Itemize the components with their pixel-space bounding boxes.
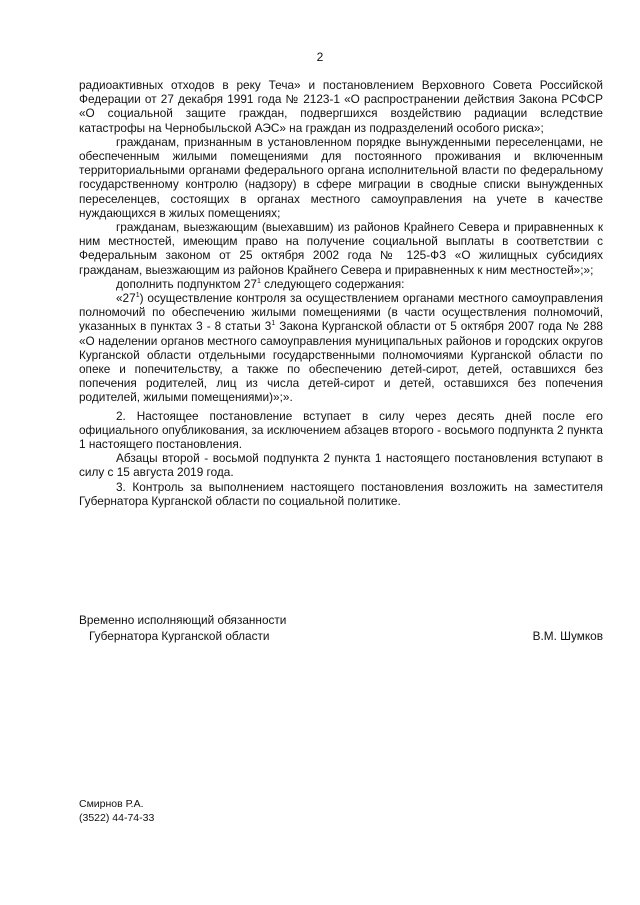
supplement-intro-text: следующего содержания:: [260, 276, 405, 291]
paragraph: гражданам, признанным в установленном порядке вынужденными переселенцами, не обеспеченным жилыми помещениями для постоянного проживания и включенным территориальными органами федерального органа исполнительной власти по федеральному государственному контролю (надзору) в сфере миграции в сводные списки вынужденных переселенцев, состоящих в органах местного самоуправления на учете в качестве нуждающихся в жилых помещениях;: [79, 134, 603, 220]
signatory-title: Временно исполняющий обязанности: [79, 613, 287, 627]
signatory-name: В.М. Шумков: [532, 629, 603, 643]
superscript: 1: [135, 292, 140, 300]
contact-block: [79, 798, 154, 825]
supplement-intro: [79, 277, 603, 291]
subpoint-paragraph: [79, 291, 603, 405]
document-body: [79, 78, 603, 508]
clause-paragraph: 2. Настоящее постановление вступает в силу через десять дней после его официального опубликования, за исключением абзацев второго - восьмого подпункта 2 пункта 1 настоящего постановления.: [79, 408, 603, 452]
clause-paragraph: Абзацы второй - восьмой подпункта 2 пункта 1 настоящего постановления вступают в силу с 15 августа 2019 года.: [79, 451, 603, 480]
supplement-intro-text: дополнить подпунктом 27: [116, 276, 257, 291]
clause-paragraph: 3. Контроль за выполнением настоящего постановления возложить на заместителя Губернатора Курганской области по социальной политике.: [79, 479, 603, 508]
subpoint-text: «27: [116, 291, 136, 306]
subpoint-text: Закона Курганской области от 5 октября 2007 года № 288 «О наделении органов местного самоуправления муниципальных районов и городских округов Курганской области отдельными государственными полномочиями Курганской области по опеке и попечительству, а также по обеспечению детей-сирот, детей, оставшихся без попечения родителей, лиц из числа детей-сирот и детей, оставшихся без попечения родителей, жилыми помещениями)»;».: [79, 319, 603, 405]
signatory-title: Губернатора Курганской области: [89, 629, 270, 643]
contact-phone: (3522) 44-74-33: [79, 811, 155, 824]
superscript: 1: [271, 320, 276, 328]
paragraph: гражданам, выезжающим (выехавшим) из районов Крайнего Севера и приравненных к ним местностей, имеющим право на получение социальной выплаты в соответствии с Федеральным законом от 25 октября 2002 года № 125-ФЗ «О жилищных субсидиях гражданам, выезжающим из районов Крайнего Севера и приравненных к ним местностей»;»;: [79, 220, 603, 277]
signature-block: [79, 612, 603, 644]
page-number: 2: [316, 50, 324, 64]
paragraph: радиоактивных отходов в реку Теча» и постановлением Верховного Совета Российской Федерации от 27 декабря 1991 года № 2123-1 «О распространении действия Закона РСФСР «О социальной защите граждан, подвергшихся воздействию радиации вследствие катастрофы на Чернобыльской АЭС» на граждан из подразделений особого риска»;: [79, 78, 603, 135]
superscript: 1: [256, 277, 261, 285]
contact-name: Смирнов Р.А.: [79, 798, 144, 810]
subpoint-text: ) осуществление контроля за осуществлением органами местного самоуправления полномочий по обеспечению жилыми помещениями (в части осуществления полномочий, указанных в пунктах 3 - 8 статьи 3: [79, 291, 603, 334]
